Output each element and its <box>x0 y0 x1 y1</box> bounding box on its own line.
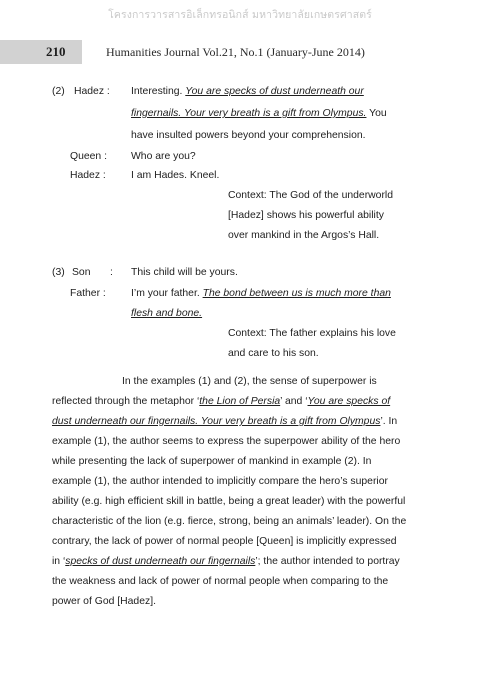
metaphor-text: fingernails. Your very breath is a gift from Olympus. <box>131 108 367 119</box>
example-number: (2) <box>52 86 65 97</box>
context-note: Context: The God of the underworld <box>228 190 394 201</box>
speaker-label: Queen : <box>70 151 107 162</box>
dialogue-line: Interesting. You are specks of dust underneath our <box>131 86 364 97</box>
speaker-colon: : <box>110 267 113 278</box>
metaphor-text: the Lion of Persia <box>199 396 281 407</box>
speaker-label: Son <box>72 267 91 278</box>
metaphor-text: You are specks of dust underneath our <box>185 86 364 97</box>
paragraph-line: ability (e.g. high efficient skill in battle, being a great leader) with the powerful <box>52 496 406 507</box>
paragraph-line: the weakness and lack of power of normal people when comparing to the <box>52 576 389 587</box>
paragraph-line: dust underneath our fingernails. Your very breath is a gift from Olympus’. In <box>52 416 398 427</box>
paragraph-line: In the examples (1) and (2), the sense of superpower is <box>122 376 377 387</box>
example-number: (3) <box>52 267 65 278</box>
context-note: [Hadez] shows his powerful ability <box>228 210 384 221</box>
metaphor-text: dust underneath our fingernails. Your very breath is a gift from Olympus <box>52 416 381 427</box>
paragraph-line: characteristic of the lion (e.g. fierce, strong, being an animals’ leader). On the <box>52 516 407 527</box>
paragraph-line: power of God [Hadez]. <box>52 596 156 607</box>
speaker-label: Hadez : <box>74 86 110 97</box>
dialogue-line: have insulted powers beyond your comprehension. <box>131 130 366 141</box>
dialogue-line: fingernails. Your very breath is a gift from Olympus. You <box>131 108 387 119</box>
paragraph-line: contrary, the lack of power of normal people [Queen] is implicitly expressed <box>52 536 397 547</box>
dialogue-line <box>131 307 202 320</box>
context-note: Context: The father explains his love <box>228 328 396 339</box>
dialogue-line: I’m your father. The bond between us is much more than <box>131 288 391 299</box>
page-number: 210 <box>46 44 66 59</box>
dialogue-line: This child will be yours. <box>131 267 238 278</box>
dialogue-line: I am Hades. Kneel. <box>131 170 220 181</box>
paragraph-line: example (1), the author seems to express the superpower ability of the hero <box>52 436 401 447</box>
context-note: and care to his son. <box>228 348 319 359</box>
page-number-tab <box>0 40 82 64</box>
paragraph-line: while presenting the lack of superpower of mankind in example (2). In <box>52 456 372 467</box>
metaphor-text: flesh and bone. <box>131 308 203 319</box>
paragraph-line: reflected through the metaphor ‘the Lion of Persia’ and ‘You are specks of <box>52 396 391 407</box>
context-note: over mankind in the Argos’s Hall. <box>228 230 380 241</box>
dialogue-line: Who are you? <box>131 151 196 162</box>
running-header: Humanities Journal Vol.21, No.1 (January-June 2014) <box>106 45 365 59</box>
paragraph-line: example (1), the author intended to implicitly compare the hero’s superior <box>52 476 388 487</box>
metaphor-text: The bond between us is much more than <box>202 288 391 299</box>
watermark-text: โครงการวารสารอิเล็กทรอนิกส์ มหาวิทยาลัยเกษตรศาสตร์ <box>108 9 372 21</box>
speaker-label: Father : <box>70 288 106 299</box>
speaker-label: Hadez : <box>70 170 106 181</box>
metaphor-text: You are specks of <box>307 396 391 407</box>
metaphor-text: specks of dust underneath our fingernails <box>65 556 256 567</box>
paragraph-line: in ‘specks of dust underneath our fingernails’; the author intended to portray <box>52 556 400 567</box>
